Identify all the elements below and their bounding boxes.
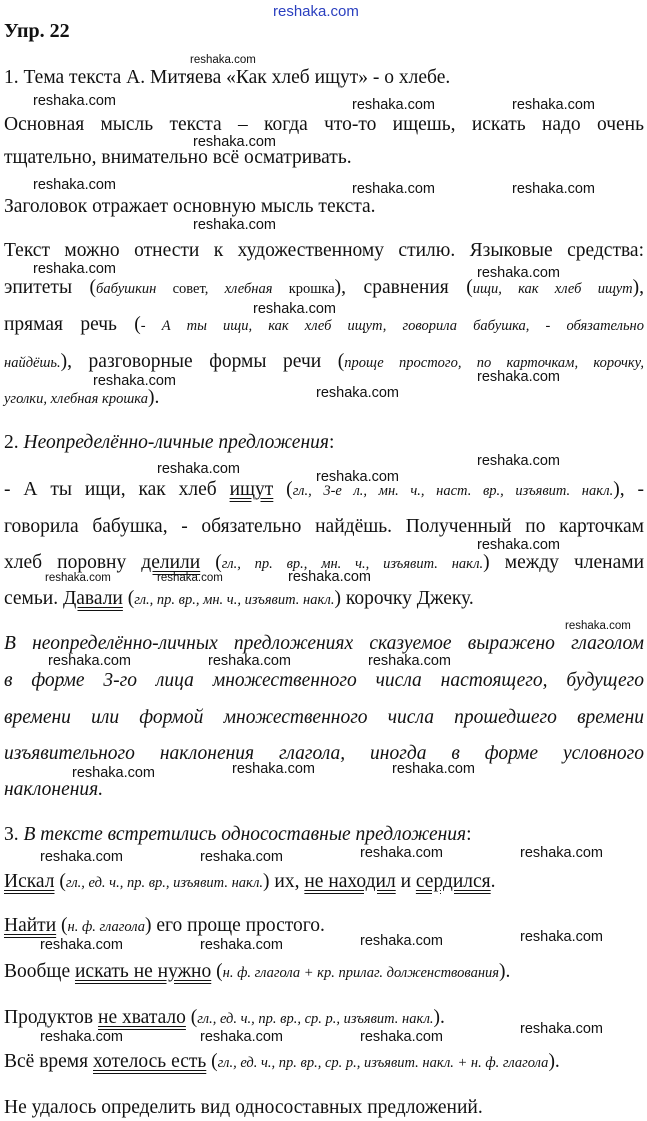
section-1-theme: 1. Тема текста А. Митяева «Как хлеб ищут» - о хлебе. — [4, 67, 451, 88]
watermark: reshaka.com — [520, 1021, 604, 1037]
watermark: reshaka.com — [477, 369, 561, 385]
watermark: reshaka.com — [316, 385, 400, 401]
watermark: reshaka.com — [477, 537, 561, 553]
watermark: reshaka.com — [352, 97, 436, 113]
one-part-sentence-4: Продуктов не хватало (гл., ед. ч., пр. вр., ср. р., изъявит. накл.). — [4, 1007, 445, 1028]
watermark: reshaka.com — [360, 845, 444, 861]
watermark: reshaka.com — [200, 1029, 284, 1045]
exercise-title: Упр. 22 — [4, 20, 70, 42]
watermark: reshaka.com — [93, 373, 177, 389]
watermark: reshaka.com — [208, 653, 292, 669]
watermark: reshaka.com — [512, 97, 596, 113]
watermark: reshaka.com — [200, 937, 284, 953]
watermark: reshaka.com — [565, 620, 631, 632]
watermark: reshaka.com — [368, 653, 452, 669]
watermark: reshaka.com — [520, 929, 604, 945]
style-line: Текст можно отнести к художественному стилю. Языковые средства: — [4, 240, 644, 261]
example-line-4: семьи. Давали (гл., пр. вр., мн. ч., изъявит. накл.) корочку Джеку. — [4, 588, 474, 609]
rule-line-4: изъявительного наклонения глагола, иногда в форме условного — [4, 743, 644, 764]
watermark: reshaka.com — [193, 134, 277, 150]
section-2-heading: 2. Неопределённо-личные предложения: — [4, 432, 335, 453]
direct-speech-line: прямая речь (- А ты ищи, как хлеб ищут, говорила бабушка, - обязательно — [4, 314, 644, 335]
watermark: reshaka.com — [520, 845, 604, 861]
main-idea-line-1: Основная мысль текста – когда что-то ищешь, искать надо очень — [4, 114, 644, 135]
title-reflection: Заголовок отражает основную мысль текста. — [4, 196, 376, 217]
watermark: reshaka.com — [316, 469, 400, 485]
watermark: reshaka.com — [360, 1029, 444, 1045]
example-line-3: хлеб поровну делили (гл., пр. вр., мн. ч., изъявит. накл.) между членами — [4, 552, 645, 573]
watermark: reshaka.com — [40, 849, 124, 865]
watermark: reshaka.com — [352, 181, 436, 197]
watermark: reshaka.com — [512, 181, 596, 197]
watermark: reshaka.com — [232, 761, 316, 777]
site-watermark-top: reshaka.com — [273, 3, 359, 20]
watermark: reshaka.com — [190, 54, 256, 66]
example-line-2: говорила бабушка, - обязательно найдёшь. Полученный по карточкам — [4, 516, 644, 537]
section-3-heading: 3. В тексте встретились односоставные предложения: — [4, 824, 472, 845]
rule-line-1: В неопределённо-личных предложениях сказуемое выражено глаголом — [4, 633, 644, 654]
watermark: reshaka.com — [157, 461, 241, 477]
watermark: reshaka.com — [253, 301, 337, 317]
watermark: reshaka.com — [33, 93, 117, 109]
rule-line-2: в форме 3-го лица множественного числа настоящего, будущего — [4, 670, 644, 691]
one-part-sentence-1: Искал (гл., ед. ч., пр. вр., изъявит. накл.) их, не находил и сердился. — [4, 871, 496, 892]
watermark: reshaka.com — [200, 849, 284, 865]
watermark: reshaka.com — [33, 261, 117, 277]
main-idea-line-2: тщательно, внимательно всё осматривать. — [4, 147, 352, 168]
watermark: reshaka.com — [48, 653, 132, 669]
colloquial-line-2: уголки, хлебная крошка). — [4, 387, 160, 408]
watermark: reshaka.com — [193, 217, 277, 233]
one-part-sentence-3: Вообще искать не нужно (н. ф. глагола + кр. прилаг. долженствования). — [4, 961, 511, 982]
watermark: reshaka.com — [288, 569, 372, 585]
one-part-sentence-5: Всё время хотелось есть (гл., ед. ч., пр. вр., ср. р., изъявит. накл. + н. ф. глагола). — [4, 1051, 560, 1072]
watermark: reshaka.com — [392, 761, 476, 777]
colloquial-line: найдёшь.), разговорные формы речи (проще простого, по карточкам, корочку, — [4, 351, 644, 372]
watermark: reshaka.com — [40, 1029, 124, 1045]
watermark: reshaka.com — [72, 765, 156, 781]
epithets-line: эпитеты (бабушкин совет, хлебная крошка), сравнения (ищи, как хлеб ищут), — [4, 277, 644, 298]
rule-line-5: наклонения. — [4, 779, 104, 800]
one-part-sentence-2: Найти (н. ф. глагола) его проще простого. — [4, 915, 325, 936]
final-note: Не удалось определить вид односоставных предложений. — [4, 1097, 483, 1118]
watermark: reshaka.com — [45, 572, 111, 584]
watermark: reshaka.com — [477, 453, 561, 469]
watermark: reshaka.com — [360, 933, 444, 949]
watermark: reshaka.com — [40, 937, 124, 953]
watermark: reshaka.com — [157, 572, 223, 584]
example-line-1: - А ты ищи, как хлеб ищут (гл., 3-е л., мн. ч., наст. вр., изъявит. накл.), - — [4, 479, 645, 500]
watermark: reshaka.com — [33, 177, 117, 193]
watermark: reshaka.com — [477, 265, 561, 281]
rule-line-3: времени или формой множественного числа прошедшего времени — [4, 707, 644, 728]
